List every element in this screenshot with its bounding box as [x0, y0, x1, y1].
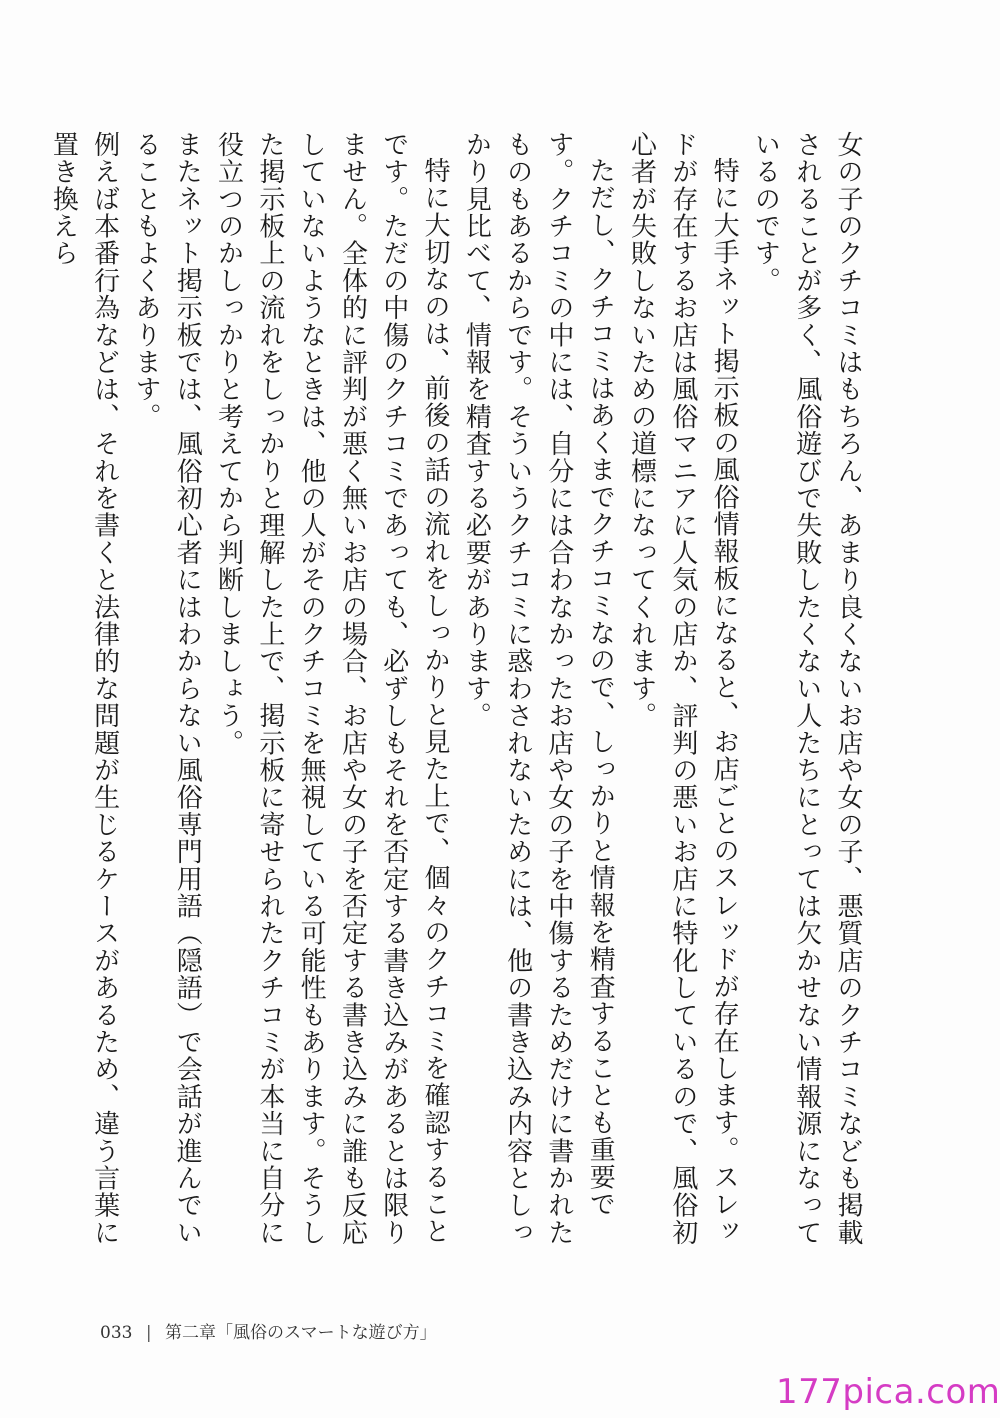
paragraph-4: 特に大切なのは、前後の話の流れをしっかりと見た上で、個々のクチコミを確認することです。ただの中傷のクチコミであっても、必ずしもそれを否定する書き込みがあるとは限りません。全体的に評判が悪く無いお店の場合、お店や女の子を否定する書き込みに誰も反応していないようなときは、他の人がそのクチコミを無視している可能性もあります。そうした掲示板上の流れをしっかりと理解した上で、掲示板に寄せられたクチコミが本当に自分に役立つのかしっかりと考えてから判断しましょう。 [213, 131, 451, 1247]
page-number: 033 [100, 1323, 133, 1343]
page-footer [100, 1318, 437, 1343]
paragraph-1: 女の子のクチコミはもちろん、あまり良くないお店や女の子、悪質店のクチコミなども掲載されることが多く、風俗遊びで失敗したくない人たちにとっては欠かせない情報源になっているのです。 [750, 131, 863, 1247]
chapter-title: 第二章「風俗のスマートな遊び方」 [165, 1323, 437, 1343]
footer-separator: | [145, 1323, 152, 1343]
vertical-body-text [42, 131, 868, 1271]
paragraph-6: 例えば本番行為などは、それを書くと法律的な問題が生じるケースがあるため、違う言葉に置き換えら [48, 131, 120, 1247]
paragraph-5: またネット掲示板では、風俗初心者にはわからない風俗専門用語（隠語）で会話が進んでいることもよくあります。 [130, 131, 203, 1247]
paragraph-2: 特に大手ネット掲示板の風俗情報板になると、お店ごとのスレッドが存在します。スレッドが存在するお店は風俗マニアに人気の店か、評判の悪いお店に特化しているので、風俗初心者が失敗しないための道標になってくれます。 [626, 131, 740, 1247]
paragraph-3: ただし、クチコミはあくまでクチコミなので、しっかりと情報を精査することも重要です。クチコミの中には、自分には合わなかったお店や女の子を中傷するためだけに書かれたものもあるからです。そういうクチコミに惑わされないためには、他の書き込み内容としっかり見比べて、情報を精査する必要があります。 [461, 131, 616, 1247]
watermark-link[interactable]: 177pica.com [776, 1372, 1000, 1412]
